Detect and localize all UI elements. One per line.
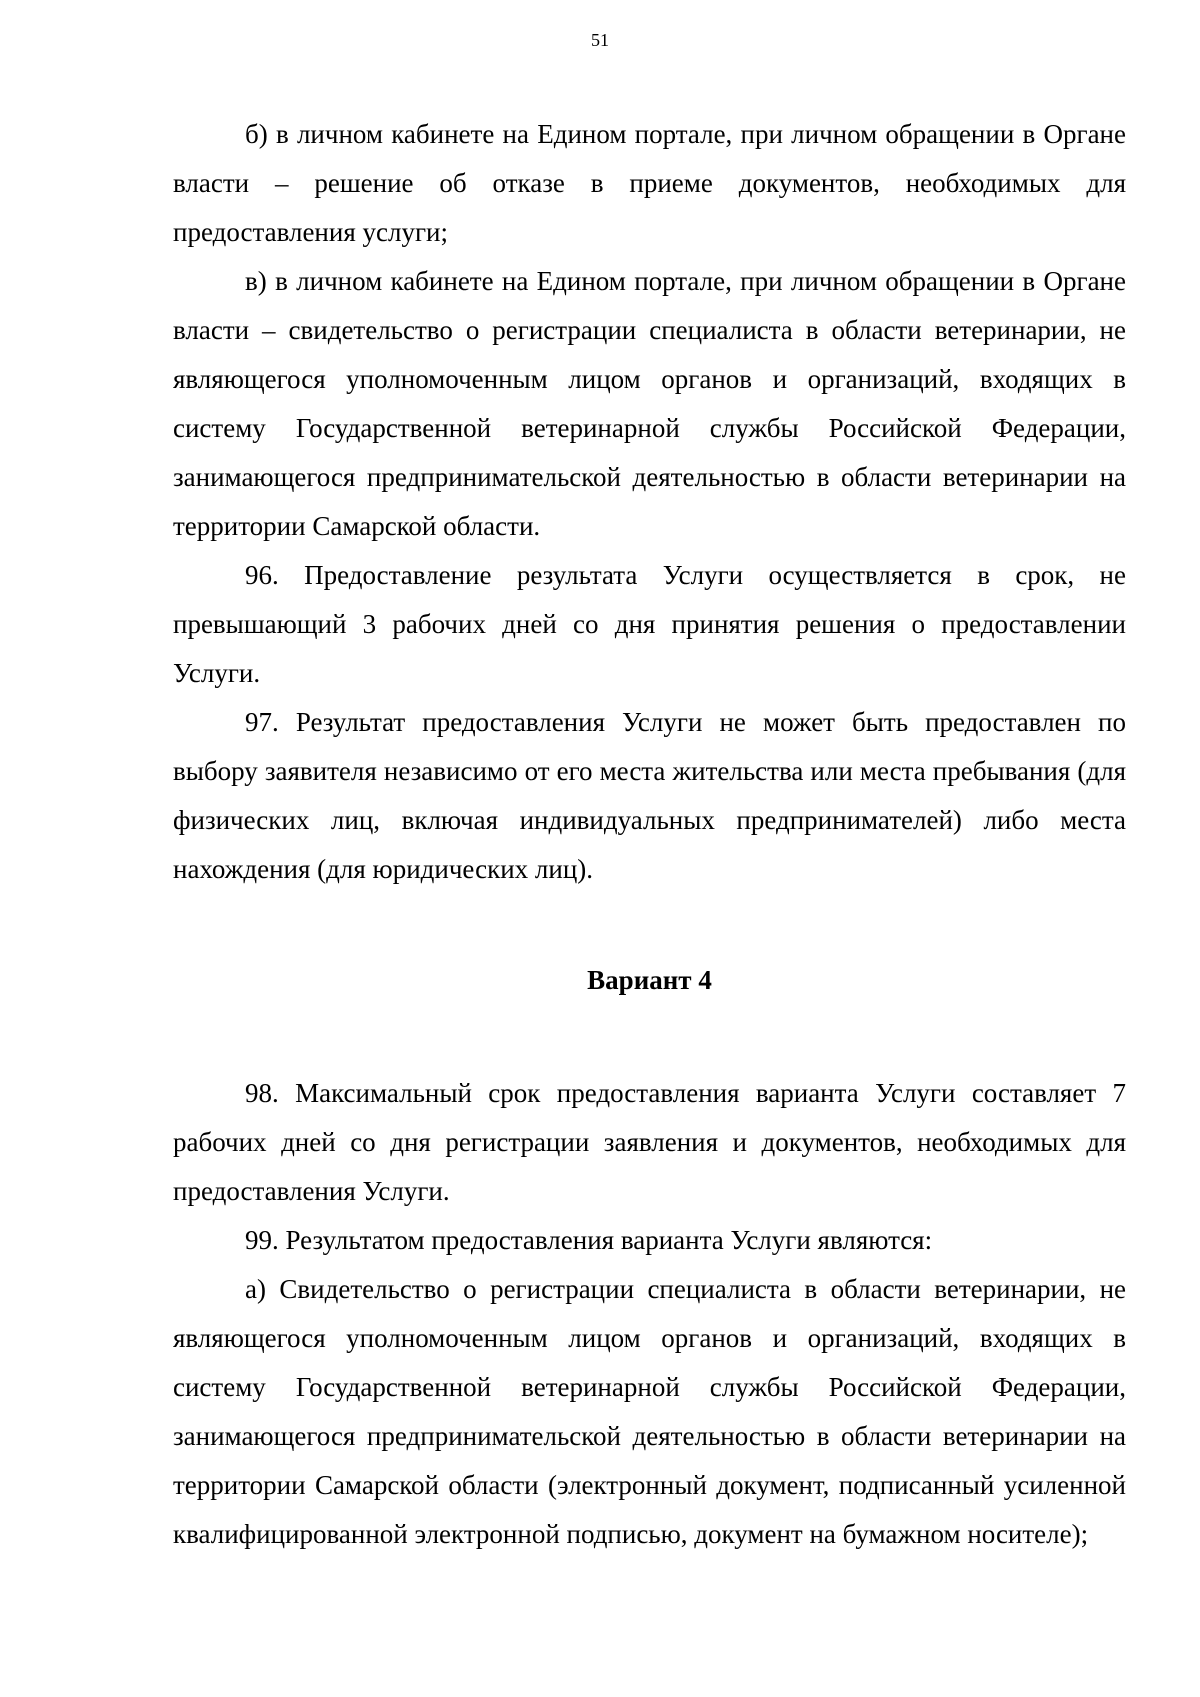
paragraph-99: 99. Результатом предоставления варианта Услуги являются:	[245, 1225, 933, 1255]
paragraph-98: 98. Максимальный срок предоставления варианта Услуги составляет 7 рабочих дней со дня регистрации заявления и документов, необходимых для предоставления Услуги.	[173, 1078, 1126, 1206]
page-number: 51	[591, 30, 609, 50]
paragraph-b: б) в личном кабинете на Едином портале, при личном обращении в Органе власти – решение об отказе в приеме документов, необходимых для предоставления услуги;	[173, 119, 1126, 247]
paragraph-96: 96. Предоставление результата Услуги осуществляется в срок, не превышающий 3 рабочих дней со дня принятия решения о предоставлении Услуги.	[173, 560, 1126, 688]
section-heading: Вариант 4	[587, 965, 712, 995]
paragraph-97: 97. Результат предоставления Услуги не может быть предоставлен по выбору заявителя независимо от его места жительства или места пребывания (для физических лиц, включая индивидуальных предпринимателей) либо места нахождения (для юридических лиц).	[173, 707, 1126, 884]
paragraph-v: в) в личном кабинете на Едином портале, при личном обращении в Органе власти – свидетельство о регистрации специалиста в области ветеринарии, не являющегося уполномоченным лицом органов и организаций, входящих в систему Государственной ветеринарной службы Российской Федерации, занимающегося предпринимательской деятельностью в области ветеринарии на территории Самарской области.	[173, 266, 1126, 541]
paragraph-a: а) Свидетельство о регистрации специалиста в области ветеринарии, не являющегося уполномоченным лицом органов и организаций, входящих в систему Государственной ветеринарной службы Российской Федерации, занимающегося предпринимательской деятельностью в области ветеринарии на территории Самарской области (электронный документ, подписанный усиленной квалифицированной электронной подписью, документ на бумажном носителе);	[173, 1274, 1126, 1549]
document-body	[173, 110, 1126, 1559]
